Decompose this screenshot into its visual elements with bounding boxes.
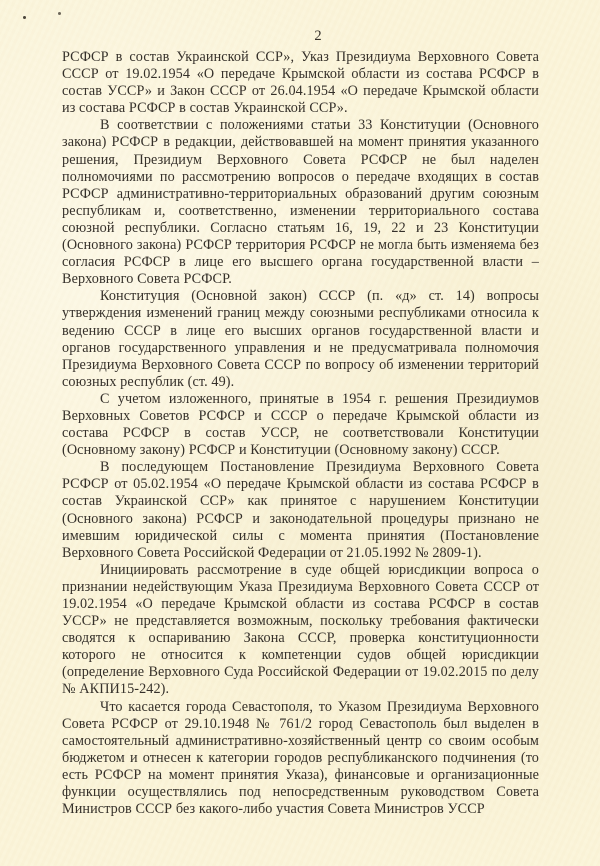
- paragraph-1954-decisions: С учетом изложенного, принятые в 1954 г. решения Президиумов Верховных Советов РСФСР и СССР о передаче Крымской области из состава РСФСР в состав УССР, не соответствовали Конституции (Основному закону) РСФСР и Конституции (Основному закону) СССР.: [62, 390, 539, 459]
- paragraph-continuation: РСФСР в состав Украинской ССР», Указ Президиума Верховного Совета СССР от 19.02.1954 «О передаче Крымской области из состава РСФСР в состав УССР» и Закон СССР от 26.04.1954 «О передаче Крымской области из состава РСФСР в состав Украинской ССР».: [62, 49, 539, 117]
- scan-speck: [23, 16, 26, 19]
- scan-speck: [58, 12, 61, 15]
- paragraph-sevastopol: Что касается города Севастополя, то Указом Президиума Верховного Совета РСФСР от 29.10.1948 № 761/2 город Севастополь был выделен в самостоятельный административно-хозяйственный центр со своим особым бюджетом и отнесен к категории городов республиканского подчинения (то есть РСФСР на момент принятия Указа), финансовые и организационные функции осуществлялись под непосредственным руководством Совета Министров СССР без какого-либо участия Совета Министров УССР: [62, 698, 539, 818]
- paragraph-constitution-rsfsr: В соответствии с положениями статьи 33 Конституции (Основного закона) РСФСР в редакции, действовавшей на момент принятия указанного решения, Президиум Верховного Совета РСФСР не был наделен полномочиями по рассмотрению вопросов о передаче входящих в состав РСФСР административно-территориальных образований другим союзным республикам и, соответственно, изменении территориального состава союзной республики. Согласно статьям 16, 19, 22 и 23 Конституции (Основного закона) РСФСР территория РСФСР не могла быть изменяема без согласия РСФСР в лице его высшего органа государственной власти – Верховного Совета РСФСР.: [62, 117, 539, 288]
- paragraph-1992-resolution: В последующем Постановление Президиума Верховного Совета РСФСР от 05.02.1954 «О передаче Крымской области из состава РСФСР в состав Украинской ССР» как принятое с нарушением Конституции (Основного закона) РСФСР и законодательной процедуры признано не имевшим юридической силы с момента принятия (Постановление Верховного Совета Российской Федерации от 21.05.1992 № 2809-1).: [62, 459, 539, 561]
- document-body: [62, 49, 539, 818]
- paragraph-court-jurisdiction: Инициировать рассмотрение в суде общей юрисдикции вопроса о признании недействующим Указа Президиума Верховного Совета СССР от 19.02.1954 «О передаче Крымской области из состава РСФСР в состав УССР» не представляется возможным, поскольку требования фактически сводятся к оспариванию Закона СССР, проверка конституционности которого не относится к компетенции судов общей юрисдикции (определение Верховного Суда Российской Федерации от 19.02.2015 по делу № АКПИ15-242).: [62, 561, 539, 698]
- paragraph-constitution-ussr: Конституция (Основной закон) СССР (п. «д» ст. 14) вопросы утверждения изменений границ между союзными республиками относила к ведению СССР в лице его высших органов государственной власти и органов государственного управления и не предусматривала полномочия Президиума Верховного Совета СССР по вопросу об изменении территорий союзных республик (ст. 49).: [62, 288, 539, 390]
- page-number: 2: [314, 28, 322, 44]
